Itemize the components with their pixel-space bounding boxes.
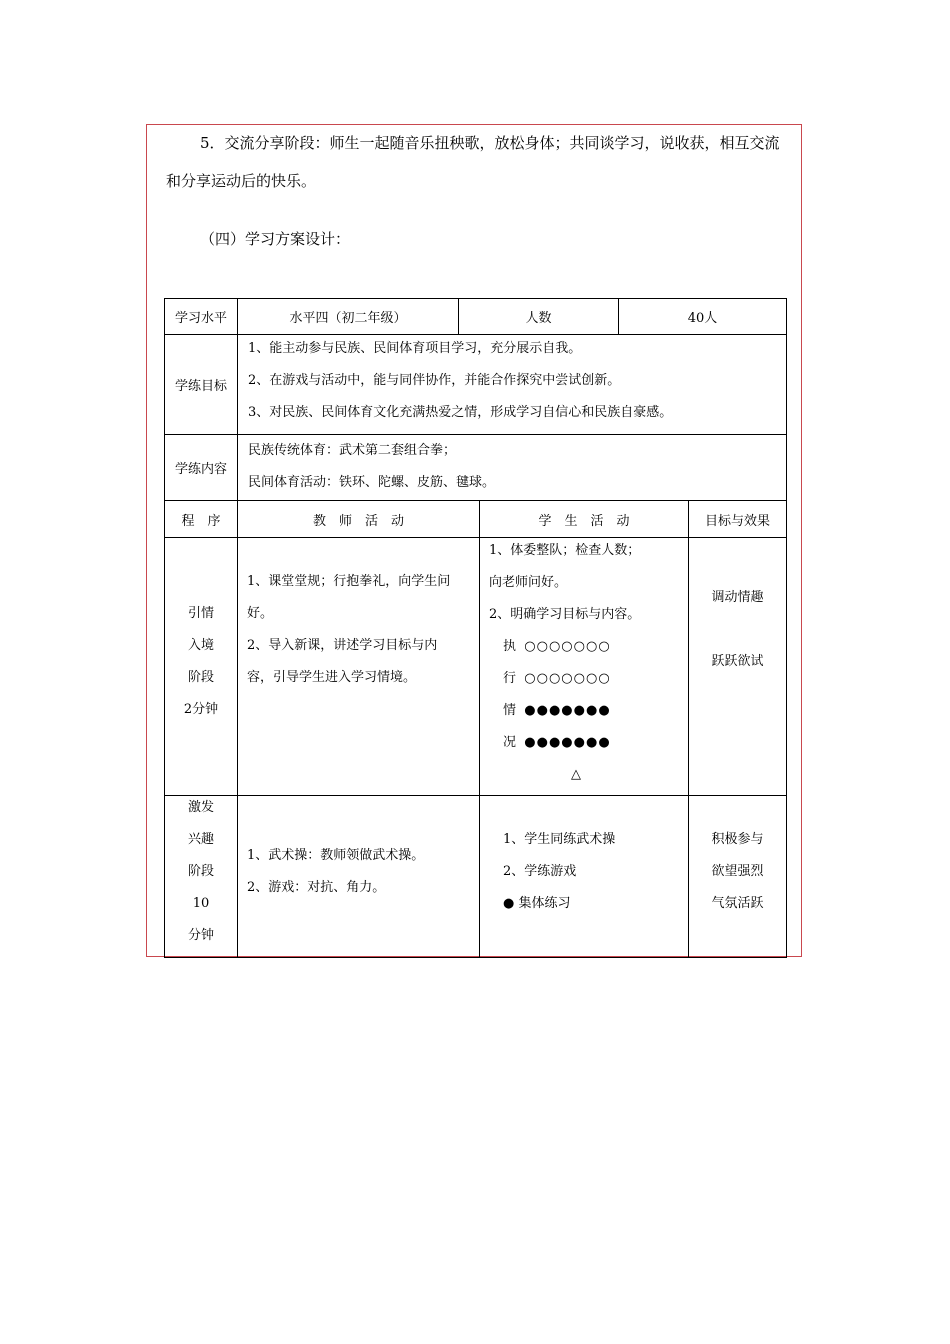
formation-row — [489, 727, 685, 759]
proc-line: 阶段 — [187, 864, 214, 879]
proc-line: 10 — [192, 896, 210, 911]
proc-line: 入境 — [187, 638, 214, 653]
teacher-line: 2、导入新课，讲述学习目标与内 — [247, 638, 438, 653]
teacher-line: 1、武术操：教师领做武术操。 — [247, 848, 425, 863]
formation-label: 情 — [503, 703, 517, 718]
goal-item: 3、对民族、民间体育文化充满热爱之情，形成学习自信心和民族自豪感。 — [248, 405, 673, 420]
stage1-teacher — [247, 566, 475, 694]
proc-line: 分钟 — [187, 928, 214, 943]
teacher-line: 2、游戏：对抗、角力。 — [247, 880, 386, 895]
student-line: 向老师问好。 — [489, 575, 568, 590]
formation-dots: ●●●●●●● — [524, 735, 611, 750]
header-procedure: 程 序 — [181, 513, 221, 529]
stage2-row — [164, 796, 787, 958]
stage1-row — [164, 538, 787, 796]
formation-row — [489, 631, 685, 663]
header-teacher: 教 师 活 动 — [312, 513, 404, 529]
section-heading-4: （四）学习方案设计： — [200, 230, 351, 248]
formation-row — [489, 663, 685, 695]
content-row — [164, 435, 787, 501]
teacher-line: 好。 — [247, 606, 274, 621]
paragraph-exchange-stage: 5．交流分享阶段：师生一起随音乐扭秧歌，放松身体；共同谈学习，说收获，相互交流和分享运动后的快乐。 — [166, 134, 780, 190]
goals-row — [164, 335, 787, 435]
effect-line: 跃跃欲试 — [711, 654, 764, 669]
stage2-procedure — [165, 792, 237, 952]
stage2-teacher — [247, 840, 475, 904]
content-list — [248, 435, 778, 499]
formation-label: 行 — [503, 671, 517, 686]
effect-line: 调动情趣 — [711, 590, 764, 605]
header-row — [164, 501, 787, 538]
stage1-effect — [689, 582, 786, 678]
proc-line: 2分钟 — [183, 702, 219, 717]
proc-line: 兴趣 — [187, 832, 214, 847]
teacher-position-icon: △ — [571, 767, 581, 782]
count-value: 40人 — [687, 311, 718, 326]
stage2-effect — [689, 824, 786, 920]
student-line: 2、学练游戏 — [503, 864, 577, 879]
student-line: 1、体委整队；检查人数； — [489, 543, 641, 558]
level-label: 学习水平 — [174, 311, 227, 326]
stage2-student — [503, 824, 683, 920]
formation-label: 执 — [503, 639, 517, 654]
formation-label: 况 — [503, 735, 517, 750]
level-value: 水平四（初二年级） — [289, 311, 407, 326]
content-item: 民间体育活动：铁环、陀螺、皮筋、毽球。 — [248, 475, 496, 490]
count-label: 人数 — [525, 311, 552, 326]
header-effect: 目标与效果 — [704, 513, 770, 529]
goals-list — [248, 333, 778, 429]
content-label: 学练内容 — [174, 462, 227, 477]
header-student: 学 生 活 动 — [538, 513, 630, 529]
teacher-line: 容，引导学生进入学习情境。 — [247, 670, 417, 685]
student-line: 2、明确学习目标与内容。 — [489, 607, 641, 622]
formation-dots: ○○○○○○○ — [524, 639, 611, 654]
effect-line: 气氛活跃 — [711, 896, 764, 911]
formation-row — [489, 695, 685, 727]
effect-line: 欲望强烈 — [711, 864, 764, 879]
student-line: ● 集体练习 — [503, 896, 571, 911]
teacher-line: 1、课堂堂规；行抱拳礼，向学生问 — [247, 574, 451, 589]
effect-line: 积极参与 — [711, 832, 764, 847]
goal-item: 2、在游戏与活动中，能与同伴协作，并能合作探究中尝试创新。 — [248, 373, 621, 388]
formation-dots: ●●●●●●● — [524, 703, 611, 718]
stage1-procedure — [165, 598, 237, 726]
student-line: 1、学生同练武术操 — [503, 832, 616, 847]
stage1-student — [489, 535, 685, 791]
proc-line: 引情 — [187, 606, 214, 621]
proc-line: 阶段 — [187, 670, 214, 685]
goals-label: 学练目标 — [174, 379, 227, 394]
formation-dots: ○○○○○○○ — [524, 671, 611, 686]
goal-item: 1、能主动参与民族、民间体育项目学习，充分展示自我。 — [248, 341, 582, 356]
info-row — [164, 298, 787, 335]
proc-line: 激发 — [187, 800, 214, 815]
content-item: 民族传统体育：武术第二套组合拳； — [248, 443, 457, 458]
